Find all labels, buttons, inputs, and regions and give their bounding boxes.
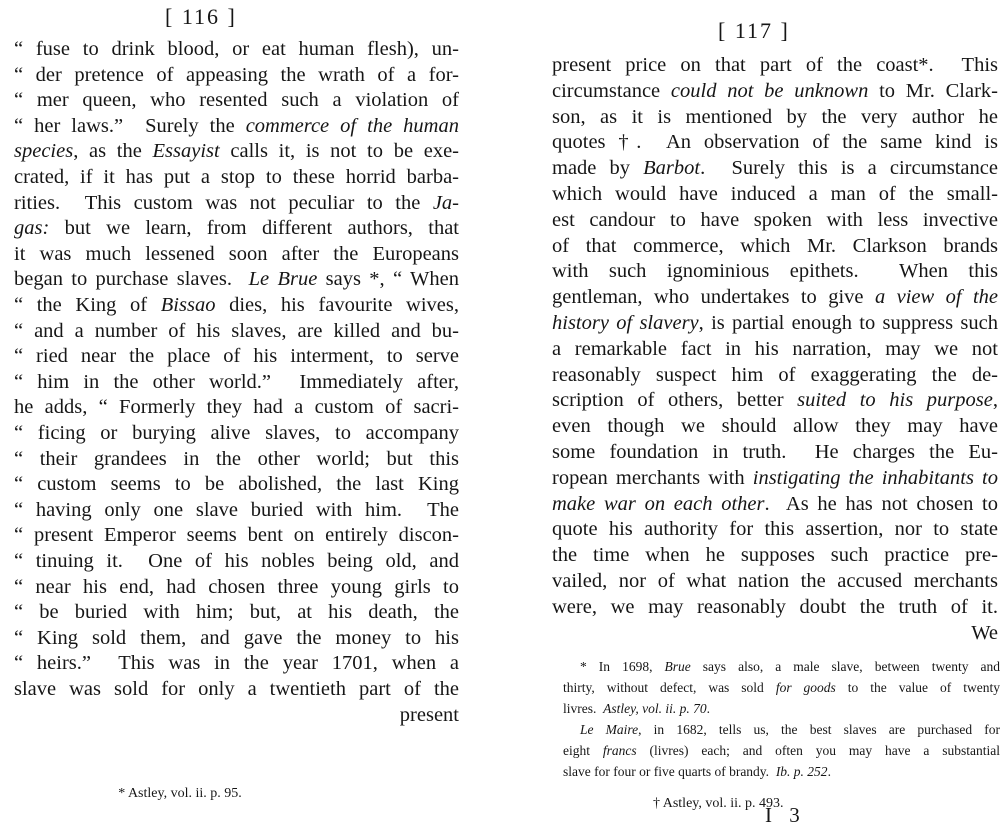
footnote-line: * In 1698, Brue says also, a male slave, between twenty and	[580, 659, 1000, 674]
text-line: began to purchase slaves. Le Brue says *, “ When	[14, 268, 460, 291]
text-line: “ ried near the place of his interment, to serve	[14, 345, 459, 368]
footnote-line: thirty, without defect, was sold for goods to the value of twenty	[563, 680, 1000, 695]
text-line: were, we may reasonably doubt the truth of it.	[552, 595, 998, 618]
text-line: “ custom seems to be abolished, the last King	[14, 473, 459, 496]
text-line: We	[971, 621, 998, 644]
page-number: [ 116 ]	[165, 4, 237, 29]
text-line: species, as the Essayist calls it, is not to be exe-	[14, 140, 459, 163]
text-line: “ heirs.” This was in the year 1701, when a	[14, 652, 459, 675]
text-line: “ fuse to drink blood, or eat human flesh), un-	[14, 38, 459, 60]
text-line: quote his authority for this assertion, nor to state	[552, 518, 998, 541]
text-line: “ having only one slave buried with him. The	[14, 498, 459, 521]
footnote-line: † Astley, vol. ii. p. 493.	[653, 796, 784, 811]
text-line: “ present Emperor seems bent on entirely discon-	[14, 524, 459, 547]
right-page	[535, 0, 1000, 834]
footnote-line: eight francs (livres) each; and often you may have a substantial	[563, 743, 1000, 758]
footnote: * Astley, vol. ii. p. 95.	[118, 786, 242, 801]
text-line: even though we should allow they may have	[552, 415, 998, 438]
text-line: est candour to have spoken with less invective	[552, 208, 998, 231]
text-line: circumstance could not be unknown to Mr. Clark-	[552, 79, 998, 102]
text-line: vailed, nor of what nation the accused merchants	[552, 570, 998, 592]
text-line: “ and a number of his slaves, are killed and bu-	[14, 319, 459, 342]
text-line: ropean merchants with instigating the inhabitants to	[552, 466, 998, 489]
text-line: a remarkable fact in his narration, may we not	[552, 337, 998, 360]
text-line: “ their grandees in the other world; but this	[14, 447, 459, 470]
signature-mark: I 3	[765, 803, 806, 827]
text-line: “ the King of Bissao dies, his favourite wives,	[14, 294, 459, 316]
text-line: “ her laws.” Surely the commerce of the human	[14, 114, 459, 137]
text-line: gas: but we learn, from different authors, that	[14, 217, 459, 240]
text-line: scription of others, better suited to his purpose,	[552, 389, 998, 412]
text-line: which would have induced a man of the small-	[552, 183, 998, 205]
left-page	[0, 0, 490, 834]
text-line: present	[399, 703, 459, 726]
text-line: “ be buried with him; but, at his death, the	[14, 601, 459, 624]
text-line: rities. This custom was not peculiar to the Ja-	[14, 191, 459, 214]
footnote-line: slave for four or five quarts of brandy. Ib. p. 252.	[563, 764, 831, 779]
footnote-line: Le Maire, in 1682, tells us, the best slaves are purchased for	[580, 722, 1000, 737]
text-line: slave was sold for only a twentieth part of the	[14, 678, 459, 700]
text-line: it was much lessened soon after the Europeans	[14, 242, 459, 265]
text-line: crated, if it has put a stop to these horrid barba-	[14, 166, 459, 188]
text-line: made by Barbot. Surely this is a circumstance	[552, 157, 998, 180]
text-line: “ mer queen, who resented such a violation of	[14, 89, 459, 112]
text-line: the time when he supposes such practice pre-	[552, 544, 998, 567]
text-line: of that commerce, which Mr. Clarkson brands	[552, 234, 998, 257]
page-number: [ 117 ]	[718, 18, 790, 43]
text-line: son, as it is mentioned by the very author he	[552, 105, 998, 128]
text-line: history of slavery, is partial enough to suppress such	[552, 312, 998, 334]
text-line: “ der pretence of appeasing the wrath of a for-	[14, 63, 459, 86]
text-line: reasonably suspect him of exaggerating the de-	[552, 363, 998, 386]
text-line: he adds, “ Formerly they had a custom of sacri-	[14, 396, 459, 419]
text-line: “ ficing or burying alive slaves, to accompany	[14, 422, 459, 444]
text-line: “ near his end, had chosen three young girls to	[14, 575, 459, 598]
text-line: some foundation in truth. He charges the Eu-	[552, 441, 998, 463]
text-line: present price on that part of the coast*. This	[552, 54, 998, 76]
text-line: gentleman, who undertakes to give a view of the	[552, 286, 998, 309]
text-line: “ tinuing it. One of his nobles being old, and	[14, 550, 459, 572]
footnote-line: livres. Astley, vol. ii. p. 70.	[563, 701, 710, 716]
text-line: with such ignominious epithets. When this	[552, 260, 998, 283]
text-line: “ him in the other world.” Immediately after,	[14, 370, 459, 393]
text-line: “ King sold them, and gave the money to his	[14, 626, 459, 649]
text-line: quotes †. An observation of the same kind is	[552, 131, 998, 154]
text-line: make war on each other. As he has not chosen to	[552, 492, 998, 515]
